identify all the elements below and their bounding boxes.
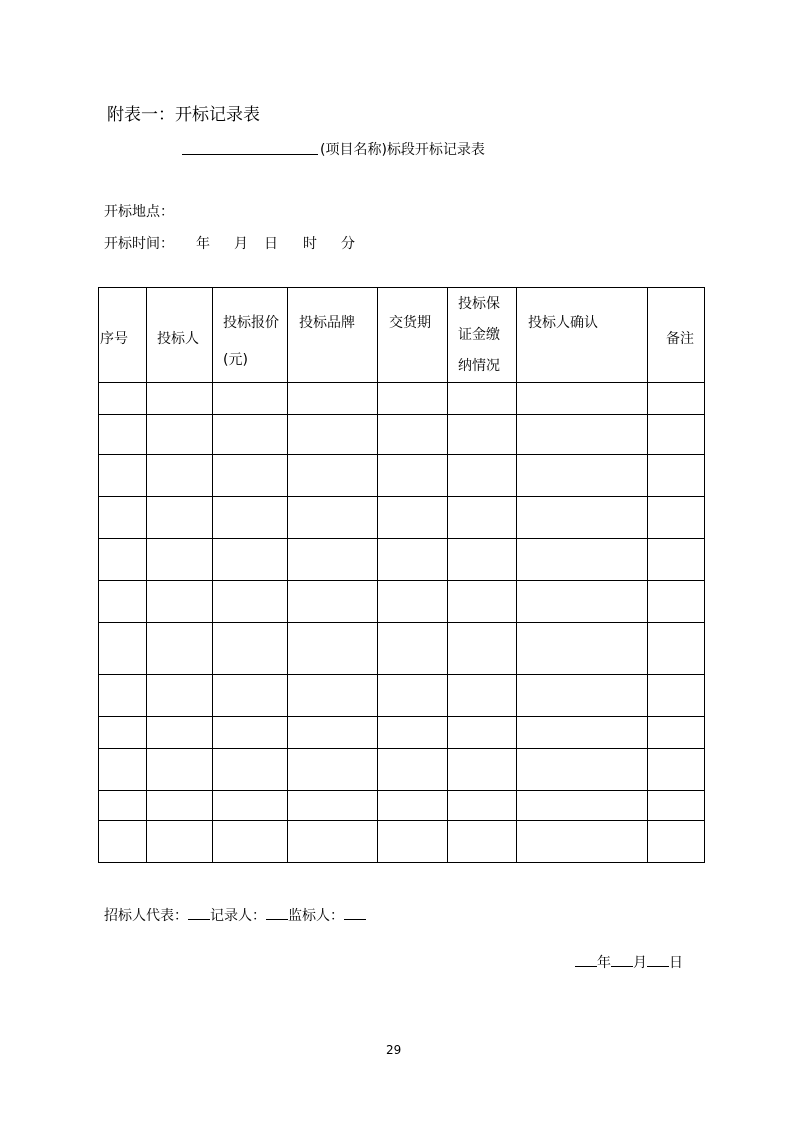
signature-line: [104, 905, 366, 925]
date-line: [575, 952, 683, 972]
table-row: [99, 749, 705, 791]
header-cell: [213, 288, 288, 383]
header-price-line1: 投标报价: [223, 315, 279, 331]
table-row: [99, 717, 705, 749]
time-unit-hour: 时: [303, 236, 317, 252]
time-unit-day: 日: [264, 236, 278, 252]
time-label: 开标时间：: [104, 236, 174, 252]
header-cell: [147, 288, 213, 383]
header-deposit-line3: 纳情况: [458, 358, 500, 374]
table-row: [99, 539, 705, 581]
header-cell: [648, 288, 705, 383]
table-row: [99, 455, 705, 497]
header-price-line2: (元): [223, 352, 248, 368]
header-deposit-line1: 投标保: [458, 296, 500, 312]
table-row: [99, 581, 705, 623]
representative-blank: [188, 907, 210, 920]
header-remarks: 备注: [666, 331, 694, 347]
header-cell: [517, 288, 648, 383]
header-seq: 序号: [100, 331, 128, 347]
location-label: 开标地点：: [104, 204, 174, 220]
date-month: 月: [633, 955, 647, 971]
opening-record-table: [98, 287, 705, 863]
header-brand: 投标品牌: [299, 315, 355, 331]
header-cell: [288, 288, 378, 383]
table-row: [99, 623, 705, 675]
time-unit-minute: 分: [341, 236, 355, 252]
year-blank: [575, 954, 597, 967]
time-unit-year: 年: [196, 236, 210, 252]
table-header-row: [99, 288, 705, 383]
supervisor-blank: [344, 907, 366, 920]
table-row: [99, 791, 705, 821]
supervisor-label: 监标人：: [288, 908, 344, 924]
time-unit-month: 月: [234, 236, 248, 252]
table-row: [99, 383, 705, 415]
page-number: 29: [386, 1043, 402, 1057]
header-cell: [378, 288, 448, 383]
header-cell: [99, 288, 147, 383]
day-blank: [647, 954, 669, 967]
date-day: 日: [669, 955, 683, 971]
table-row: [99, 675, 705, 717]
table-row: [99, 415, 705, 455]
form-title: 附表一：开标记录表: [107, 105, 260, 125]
header-cell: [448, 288, 517, 383]
header-deposit-line2: 证金缴: [458, 327, 500, 343]
date-year: 年: [597, 955, 611, 971]
form-subtitle: (项目名称)标段开标记录表: [320, 142, 485, 158]
recorder-blank: [266, 907, 288, 920]
project-name-blank: [182, 154, 318, 155]
representative-label: 招标人代表：: [104, 908, 188, 924]
month-blank: [611, 954, 633, 967]
table-row: [99, 497, 705, 539]
table-row: [99, 821, 705, 863]
header-confirm: 投标人确认: [528, 315, 598, 331]
header-delivery: 交货期: [389, 315, 431, 331]
header-bidder: 投标人: [157, 331, 199, 347]
recorder-label: 记录人：: [210, 908, 266, 924]
